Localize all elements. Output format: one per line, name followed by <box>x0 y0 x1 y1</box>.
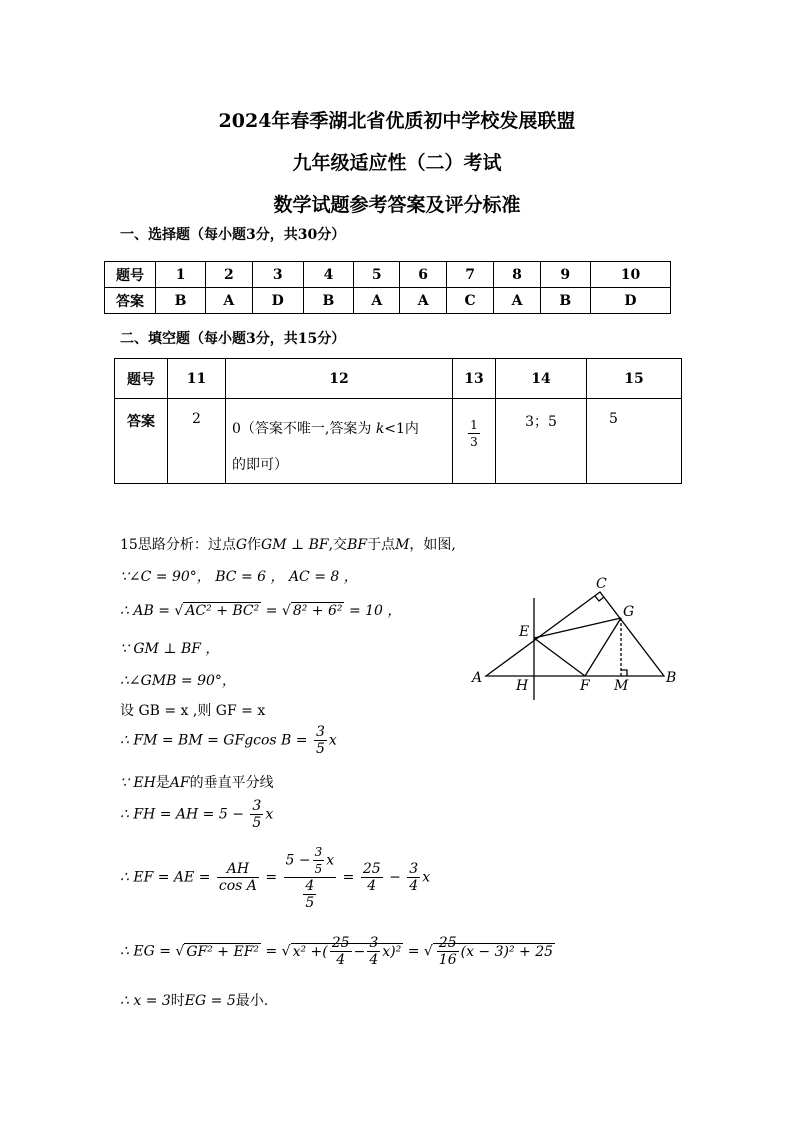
l11-p2-x: x <box>382 943 391 960</box>
l10-f1-num: AH <box>217 861 259 878</box>
l9-pre: ∴ FH = AH = 5 − <box>120 806 244 823</box>
q15-label: 15 <box>624 370 644 387</box>
l10-f2-den <box>284 878 337 911</box>
a-cell: D <box>252 288 303 314</box>
l11-p2-num: 3 <box>369 935 379 951</box>
a-cell: A <box>494 288 540 314</box>
l9-num: 3 <box>252 798 262 814</box>
intro-m: M <box>395 537 410 553</box>
solution-line-12 <box>120 990 268 1010</box>
l12-pre: ∴ x = 3 <box>120 993 171 1009</box>
q-cell <box>168 359 226 399</box>
a-cell: A <box>400 288 446 314</box>
l10-f4-den: 4 <box>409 878 419 894</box>
l11-r3-den: 16 <box>438 952 457 968</box>
l10-f4-num: 3 <box>409 861 419 877</box>
q-cell: 8 <box>494 262 540 288</box>
header-line-3: 数学试题参考答案及评分标准 <box>273 194 521 216</box>
intro-mid: 作 <box>247 537 262 553</box>
l11-pm: − <box>353 943 366 960</box>
solution-intro <box>120 534 456 554</box>
l3-root2: 8² + 6² <box>292 603 343 619</box>
intro-mid2: ,交 <box>328 537 348 553</box>
fill-answer-table <box>114 358 682 484</box>
l9-post: x <box>265 806 274 823</box>
row-label-question-text: 题号 <box>127 371 155 388</box>
q11-label: 11 <box>186 370 207 387</box>
q12-label: 12 <box>329 370 349 387</box>
table-row <box>105 262 671 288</box>
header-line-2: 九年级适应性（二）考试 <box>292 152 502 174</box>
q-cell: 2 <box>206 262 252 288</box>
l10-frac4 <box>407 861 420 894</box>
q-cell <box>226 359 453 399</box>
a-cell: C <box>446 288 493 314</box>
a13-fraction <box>468 417 480 450</box>
q-cell: 4 <box>303 262 353 288</box>
l10-f2d-d: 5 <box>305 895 315 911</box>
l11-p1 <box>330 935 352 968</box>
line-eg <box>534 618 621 638</box>
solution-line-7 <box>120 724 337 757</box>
l10-x: x <box>422 869 431 886</box>
l10-pre: ∴ EF = AE = <box>120 869 211 886</box>
solution-line-4: ∵ GM ⊥ BF ， <box>120 641 220 657</box>
l11-p2-den: 4 <box>369 952 379 968</box>
a-cell: B <box>156 288 206 314</box>
l10-frac2 <box>284 844 337 911</box>
q-cell: 5 <box>354 262 400 288</box>
solution-line-2: ∵∠C = 90°， BC = 6 ， AC = 8 ， <box>120 569 358 585</box>
row-label-answer-text: 答案 <box>127 414 155 430</box>
l3-eq: = <box>265 603 278 619</box>
q-cell: 10 <box>590 262 670 288</box>
l7-fraction <box>314 724 327 757</box>
a-cell <box>496 399 587 484</box>
intro-bf: BF <box>347 537 368 553</box>
l10-eq: = <box>265 869 278 886</box>
label-h: H <box>516 678 529 694</box>
row-label-question <box>115 359 168 399</box>
a-cell: B <box>303 288 353 314</box>
a12-line2: 的即可） <box>232 457 288 473</box>
a13-den: 3 <box>470 435 478 449</box>
solution-line-6: 设 GB = x ,则 GF = x <box>120 703 266 719</box>
label-m: M <box>614 678 629 694</box>
a-cell <box>226 399 453 484</box>
l9-den: 5 <box>252 815 262 831</box>
l10-frac1 <box>217 861 259 894</box>
a-cell: A <box>206 288 252 314</box>
a12-line1: 0（答案不唯一,答案为 <box>232 421 372 437</box>
intro-mid3: 于点 <box>367 537 396 553</box>
l8-end: 的垂直平分线 <box>189 775 274 791</box>
right-angle-m <box>621 670 627 676</box>
l3-pre: ∴ AB = <box>120 603 170 619</box>
l12-end: 最小. <box>235 993 269 1009</box>
q14-label: 14 <box>531 370 551 387</box>
label-b: B <box>666 670 677 686</box>
a15: 5 <box>609 411 618 427</box>
intro-perp: GM ⊥ BF <box>261 537 329 553</box>
q-cell: 7 <box>446 262 493 288</box>
l11-r3-frac <box>437 935 459 968</box>
l11-root2: x² +( $\frac{25}{4}$ − $\frac{3}{4}$ x)² <box>292 935 402 968</box>
l3-end: = 10 ， <box>348 603 402 619</box>
l11-p1-num: 25 <box>331 935 350 951</box>
header-line-1: 2024年春季湖北省优质初中学校发展联盟 <box>218 110 576 132</box>
line-fg <box>585 618 621 676</box>
solution-line-8 <box>120 772 274 792</box>
q-cell <box>496 359 587 399</box>
l10-f2n-a: 5 − <box>285 852 311 869</box>
label-e: E <box>519 624 530 640</box>
a13-num: 1 <box>470 418 478 432</box>
q-cell: 6 <box>400 262 446 288</box>
l3-root1: AC² + BC² <box>185 603 260 619</box>
line-ef <box>534 638 585 676</box>
l10-eq2: = <box>342 869 355 886</box>
a11: 2 <box>192 411 201 427</box>
a12-k: k <box>375 421 385 437</box>
row-label-question: 题号 <box>105 262 156 288</box>
l10-f2n-frac <box>313 844 325 877</box>
l7-post: x <box>328 732 337 749</box>
q-cell <box>587 359 682 399</box>
solution-line-5: ∴∠GMB = 90°， <box>120 673 236 689</box>
q-cell <box>453 359 496 399</box>
l11-pre: ∴ EG = <box>120 943 171 960</box>
q-cell: 1 <box>156 262 206 288</box>
l11-r3-num: 25 <box>438 935 457 951</box>
table-row <box>105 288 671 314</box>
l10-frac3 <box>361 861 383 894</box>
label-a: A <box>472 670 483 686</box>
l12-eg: EG = 5 <box>184 993 236 1009</box>
l7-den: 5 <box>315 741 325 757</box>
triangle-abc <box>486 592 664 676</box>
a-cell <box>168 399 226 484</box>
q13-label: 13 <box>464 370 484 387</box>
l10-f2n-x: x <box>326 852 335 869</box>
choice-answer-table <box>104 261 671 314</box>
l10-f2-num <box>284 844 337 878</box>
l10-f2d-n: 4 <box>305 878 315 894</box>
solution-line-9 <box>120 798 273 831</box>
a-cell: A <box>354 288 400 314</box>
solution-line-10 <box>120 844 430 911</box>
l8-pre: ∵ EH <box>120 775 156 791</box>
l11-r3-tail: (x − 3)² + 25 <box>460 943 554 960</box>
a14: 3；5 <box>525 414 557 430</box>
l10-f2d-frac <box>303 878 316 911</box>
a-cell: B <box>540 288 590 314</box>
right-angle-c <box>595 596 604 601</box>
intro-end: ，如图, <box>409 537 456 553</box>
l8-af: AF <box>169 775 190 791</box>
a-cell <box>587 399 682 484</box>
l10-f3-den: 4 <box>367 878 377 894</box>
l11-square: ² <box>395 943 402 960</box>
l11-eq: = <box>265 943 278 960</box>
l9-fraction <box>250 798 263 831</box>
solution-line-11: ∴ EG = √ GF² + EF² = √ x² +( $\frac{25}{4}$ − $\frac{3}{4}$ x)² = √ $\frac{25}{16}$ (x − 3)² + 25 <box>120 935 554 968</box>
l10-minus: − <box>389 869 401 886</box>
intro-g: G <box>235 537 248 553</box>
intro-text: 15思路分析：过点 <box>120 537 236 553</box>
l10-f3-num: 25 <box>362 861 381 877</box>
label-g: G <box>623 604 635 620</box>
l7-num: 3 <box>315 724 325 740</box>
solution-line-3: ∴ AB = √ AC² + BC² = √ 8² + 6² = 10 ， <box>120 603 402 619</box>
l10-f1-den: cos A <box>218 878 257 894</box>
a-cell: D <box>590 288 670 314</box>
l7-pre: ∴ FM = BM = GFgcos B = <box>120 732 308 749</box>
l8-mid: 是 <box>155 775 170 791</box>
geometry-figure <box>468 570 688 710</box>
section1-title: 一、选择题（每小题3分，共30分） <box>120 227 346 243</box>
table-row <box>115 359 682 399</box>
q-cell: 3 <box>252 262 303 288</box>
table-row <box>115 399 682 484</box>
l11-root3 <box>433 935 555 968</box>
label-c: C <box>596 576 607 592</box>
a12-tail: <1内 <box>384 421 419 437</box>
row-label-answer: 答案 <box>105 288 156 314</box>
row-label-answer <box>115 399 168 484</box>
q-cell: 9 <box>540 262 590 288</box>
l10-f2n-fd: 5 <box>314 862 323 876</box>
label-f: F <box>580 678 590 694</box>
l10-f2n-fn: 3 <box>314 845 323 859</box>
l12-mid: 时 <box>170 993 185 1009</box>
l11-eq2: = <box>407 943 420 960</box>
a-cell <box>453 399 496 484</box>
l11-root1: GF² + EF² <box>186 943 260 960</box>
l11-p2 <box>367 935 380 968</box>
l11-p1-den: 4 <box>336 952 346 968</box>
section2-title: 二、填空题（每小题3分，共15分） <box>120 331 346 347</box>
l11-r2a: x² + <box>292 943 323 960</box>
